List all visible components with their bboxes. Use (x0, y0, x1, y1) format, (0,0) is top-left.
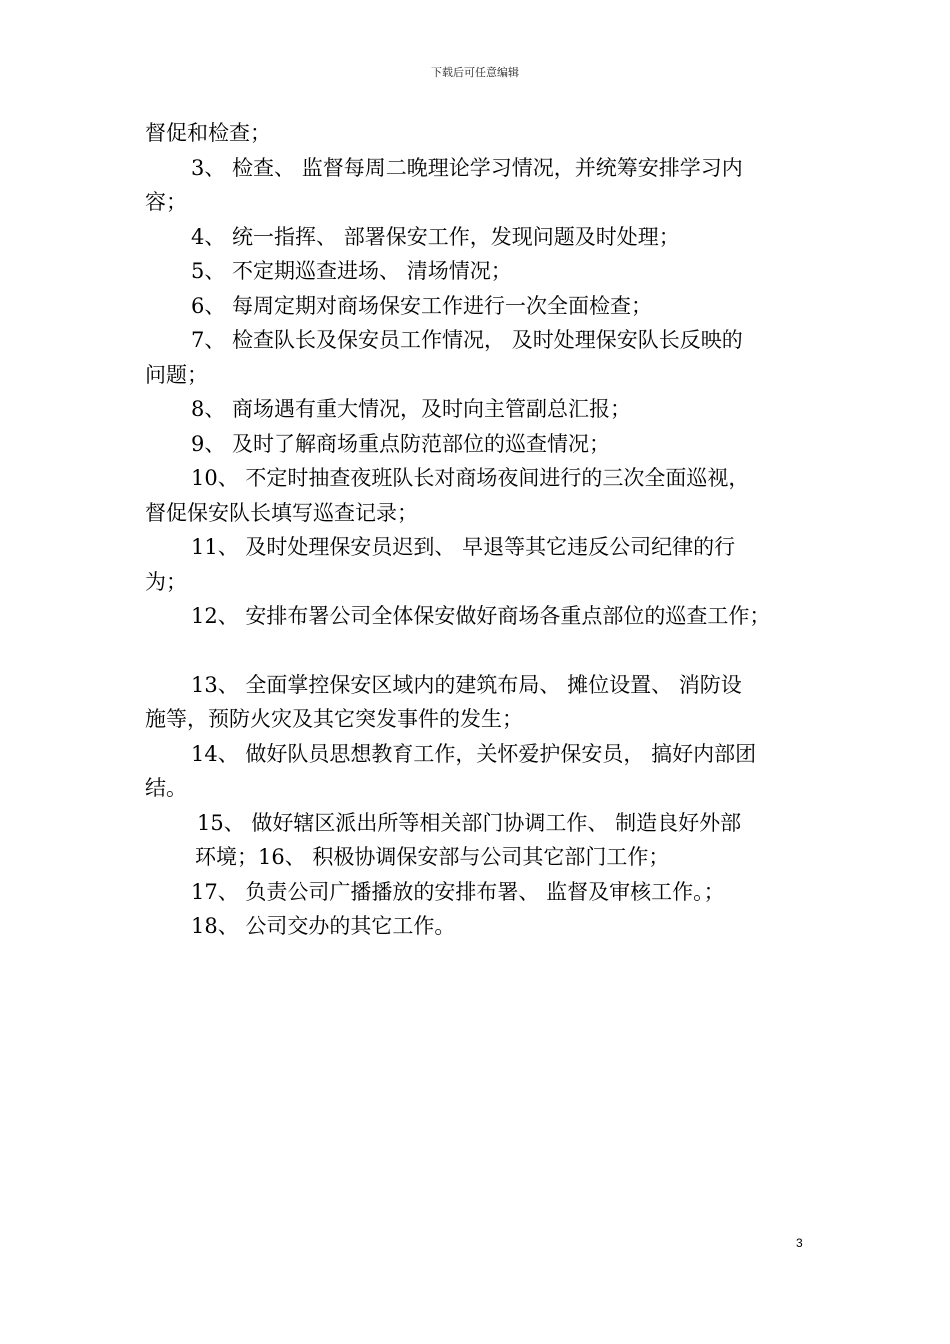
document-line: 3、 检查、 监督每周二晚理论学习情况，并统筹安排学习内 (191, 155, 743, 180)
document-line: 施等，预防火灾及其它突发事件的发生； (145, 707, 523, 731)
document-line: 环境；16、 积极协调保安部与公司其它部门工作； (195, 845, 670, 869)
document-line: 督促保安队长填写巡查记录； (145, 500, 418, 525)
document-line: 6、 每周定期对商场保安工作进行一次全面检查； (191, 293, 653, 318)
blank-line (145, 634, 815, 668)
document-line: 7、 检查队长及保安员工作情况， 及时处理保安队长反映的 (191, 328, 743, 352)
document-body (145, 116, 815, 944)
document-line: 督促和检查； (145, 121, 271, 145)
document-line: 4、 统一指挥、 部署保安工作，发现问题及时处理； (191, 224, 680, 249)
document-line: 13、 全面掌控保安区域内的建筑布局、 摊位设置、 消防设 (191, 672, 742, 697)
page-header: 下载后可任意编辑 (431, 66, 519, 79)
document-line: 5、 不定期巡查进场、 清场情况； (191, 259, 512, 283)
document-line: 容； (145, 190, 187, 214)
document-line: 为； (145, 569, 187, 594)
document-line: 11、 及时处理保安员迟到、 早退等其它违反公司纪律的行 (191, 535, 736, 559)
document-line: 14、 做好队员思想教育工作，关怀爱护保安员， 搞好内部团 (191, 741, 757, 766)
document-line: 8、 商场遇有重大情况，及时向主管副总汇报； (191, 397, 632, 421)
document-line: 问题； (145, 362, 208, 387)
document-line: 12、 安排布署公司全体保安做好商场各重点部位的巡查工作； (191, 604, 771, 628)
document-line: 9、 及时了解商场重点防范部位的巡查情况； (191, 431, 611, 456)
document-line: 17、 负责公司广播播放的安排布署、 监督及审核工作。； (191, 879, 725, 904)
page-number: 3 (796, 1236, 803, 1250)
document-line: 10、 不定时抽查夜班队长对商场夜间进行的三次全面巡视， (191, 466, 750, 490)
document-line: 18、 公司交办的其它工作。 (191, 914, 456, 938)
document-line: 结。 (145, 776, 187, 800)
document-line: 15、 做好辖区派出所等相关部门协调工作、 制造良好外部 (197, 810, 742, 835)
